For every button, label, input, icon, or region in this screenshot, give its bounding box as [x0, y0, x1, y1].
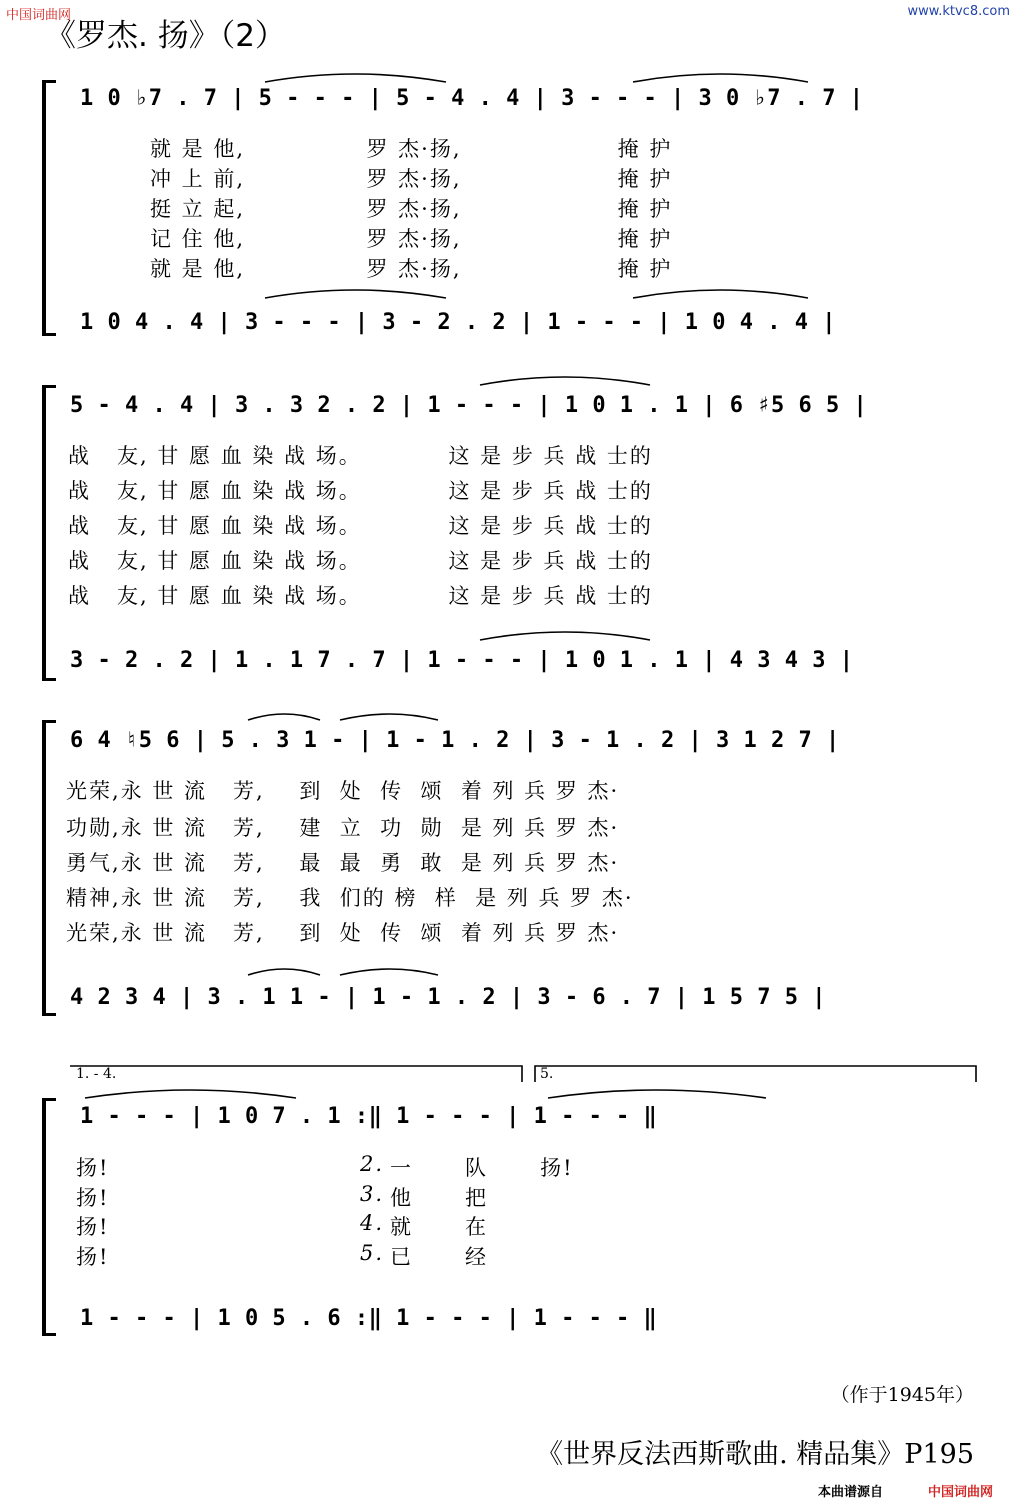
site-watermark-bottom-right: 中国词曲网 [928, 1485, 994, 1500]
system-2-lyric-1: 战 友, 甘 愿 血 染 战 场。 这 是 步 兵 战 士的 [68, 444, 653, 468]
system-3-lower-notes: 4 2 3 4 | 3 . 1 1 - | 1 - 1 . 2 | 3 - 6 . 7 | 1 5 7 5 | [70, 985, 826, 1010]
system-4-next-3: 就 在 [390, 1215, 489, 1239]
system-4-lyric-2: 扬! [76, 1186, 110, 1210]
site-watermark-top-left: 中国词曲网 [6, 8, 72, 23]
system-4-next-4: 已 经 [390, 1245, 489, 1269]
source-label: 本曲谱源自 [818, 1485, 884, 1500]
system-3-upper-notes: 6 4 ♮5 6 | 5 . 3 1 - | 1 - 1 . 2 | 3 - 1 . 2 | 3 1 2 7 | [70, 728, 840, 753]
url-watermark-top-right: www.ktvc8.com [907, 4, 1010, 19]
system-4-verse-no-2: 3. [360, 1182, 385, 1206]
volta-2-label: 5. [540, 1066, 554, 1082]
system-2-upper-notes: 5 - 4 . 4 | 3 . 3 2 . 2 | 1 - - - | 1 0 1 . 1 | 6 ♯5 6 5 | [70, 393, 868, 418]
song-title: 《罗杰. 扬》（2） [45, 18, 286, 54]
system-4-lyric-4: 扬! [76, 1245, 110, 1269]
system-3-lyric-2: 功勋,永 世 流 芳, 建 立 功 勋 是 列 兵 罗 杰· [66, 816, 620, 840]
system-1-lyric-2: 冲 上 前, 罗 杰·扬, 掩 护 [150, 167, 673, 191]
system-2-lyric-2: 战 友, 甘 愿 血 染 战 场。 这 是 步 兵 战 士的 [68, 479, 653, 503]
system-3-lyric-4: 精神,永 世 流 芳, 我 们的 榜 样 是 列 兵 罗 杰· [66, 886, 634, 910]
system-4-next-2: 他 把 [390, 1186, 489, 1210]
system-2-lower-notes: 3 - 2 . 2 | 1 . 1 7 . 7 | 1 - - - | 1 0 1 . 1 | 4 3 4 3 | [70, 648, 854, 673]
system-1-lyric-5: 就 是 他, 罗 杰·扬, 掩 护 [150, 257, 673, 281]
system-4-upper-notes: 1 - - - | 1 0 7 . 1 :‖ 1 - - - | 1 - - - ‖ [80, 1104, 658, 1129]
system-1-lyric-4: 记 住 他, 罗 杰·扬, 掩 护 [150, 227, 673, 251]
system-4-lower-notes: 1 - - - | 1 0 5 . 6 :‖ 1 - - - | 1 - - - ‖ [80, 1306, 658, 1331]
composed-year-note: （作于1945年） [830, 1384, 974, 1406]
system-1-lyric-1: 就 是 他, 罗 杰·扬, 掩 护 [150, 137, 673, 161]
system-2-lyric-4: 战 友, 甘 愿 血 染 战 场。 这 是 步 兵 战 士的 [68, 549, 653, 573]
system-3-lyric-1: 光荣,永 世 流 芳, 到 处 传 颂 着 列 兵 罗 杰· [66, 779, 620, 803]
system-2-lyric-5: 战 友, 甘 愿 血 染 战 场。 这 是 步 兵 战 士的 [68, 584, 653, 608]
system-1-lower-notes: 1 0 4 . 4 | 3 - - - | 3 - 2 . 2 | 1 - - - | 1 0 4 . 4 | [80, 310, 836, 335]
system-1-upper-notes: 1 0 ♭7 . 7 | 5 - - - | 5 - 4 . 4 | 3 - - - | 3 0 ♭7 . 7 | [80, 86, 864, 111]
volta-1-label: 1. - 4. [76, 1066, 117, 1082]
system-4-next-1: 一 队 扬! [390, 1156, 574, 1180]
system-4-verse-no-3: 4. [360, 1211, 385, 1235]
system-2-lyric-3: 战 友, 甘 愿 血 染 战 场。 这 是 步 兵 战 士的 [68, 514, 653, 538]
system-3-lyric-5: 光荣,永 世 流 芳, 到 处 传 颂 着 列 兵 罗 杰· [66, 921, 620, 945]
system-4-verse-no-1: 2. [360, 1152, 385, 1176]
system-4-verse-no-4: 5. [360, 1241, 385, 1265]
system-1-lyric-3: 挺 立 起, 罗 杰·扬, 掩 护 [150, 197, 673, 221]
system-4-lyric-3: 扬! [76, 1215, 110, 1239]
source-book-citation: 《世界反法西斯歌曲. 精品集》P195 [536, 1439, 974, 1470]
system-3-lyric-3: 勇气,永 世 流 芳, 最 最 勇 敢 是 列 兵 罗 杰· [66, 851, 620, 875]
system-4-lyric-1: 扬! [76, 1156, 110, 1180]
